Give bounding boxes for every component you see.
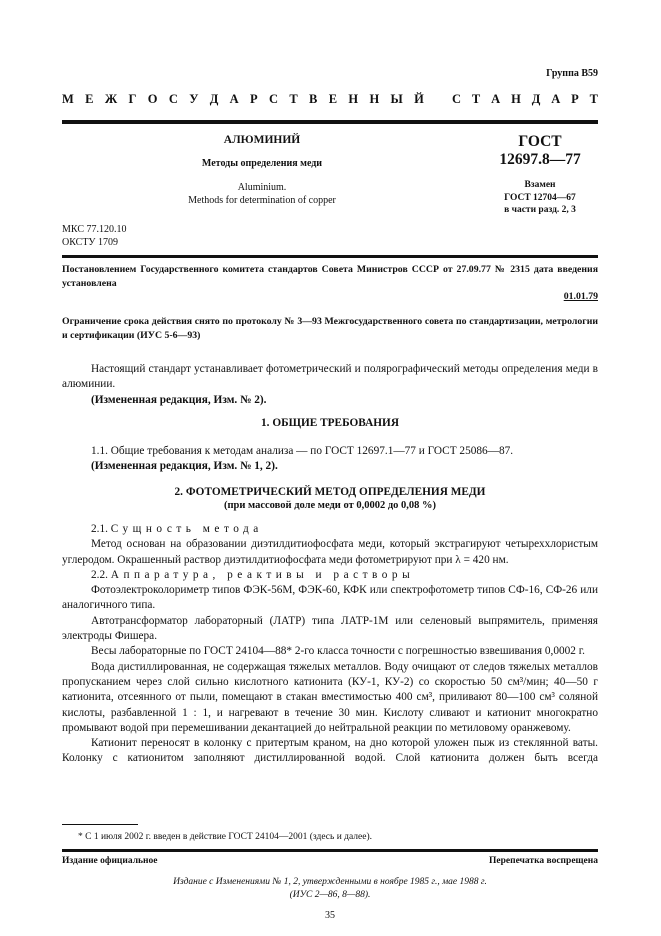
group-code: Группа В59: [546, 68, 598, 79]
s22-paragraph: Фотоэлектроколориметр типов ФЭК-56М, ФЭК-60, КФК или спектрофотометр типов СФ-16, СФ-26 или аналогичного типа.: [62, 584, 598, 612]
s22-paragraph: Весы лабораторные по ГОСТ 24104—88* 2-го класса точности с погрешностью взвешивания 0,0002 г.: [91, 645, 585, 658]
section2-heading: [62, 485, 598, 513]
s22-number: 2.2.: [91, 568, 108, 581]
intro-amendment: (Измененная редакция, Изм. № 2).: [91, 393, 267, 406]
footer-rule: [62, 849, 598, 852]
header-letter: Г: [128, 92, 137, 106]
section2-subtitle: (при массовой доле меди от 0,0002 до 0,08 %): [223, 500, 437, 511]
header-letter: А: [229, 92, 239, 106]
header-letter: Й: [414, 92, 424, 106]
title-rule: [62, 255, 598, 258]
gost-label: ГОСТ: [518, 133, 562, 150]
header-letter: В: [309, 92, 318, 106]
replaces-1: Взамен: [524, 180, 556, 190]
header-letter: Д: [209, 92, 219, 106]
header-letter: Ы: [390, 92, 403, 106]
edition-line-1: Издание с Изменениями № 1, 2, утвержденными в ноябре 1985 г., мае 1988 г.: [173, 877, 487, 887]
mks-code: МКС 77.120.10: [62, 224, 127, 235]
title-en-2: Methods for determination of copper: [188, 195, 336, 206]
header-letter: Н: [511, 92, 521, 106]
section1-text: 1.1. Общие требования к методам анализа — по ГОСТ 12697.1—77 и ГОСТ 25086—87.: [91, 445, 514, 457]
section2-body: [62, 522, 598, 767]
title-block: [62, 134, 462, 207]
limit-text: Ограничение срока действия снято по протоколу № 3—93 Межгосударственного совета по стандартизации, метрологии и сертификации (ИУС 5-6—93): [62, 316, 598, 341]
section1-amendment: (Измененная редакция, Изм. № 1, 2).: [91, 460, 278, 473]
s21-text: Метод основан на образовании диэтилдитиофосфата меди, который экстрагируют четыреххлористым углеродом. Окрашенный раствор диэтилдитиофосфата меди фотометрируют при λ = 420 нм.: [62, 538, 598, 566]
header-letter: Т: [471, 92, 481, 106]
header-letter: А: [491, 92, 501, 106]
title-main: АЛЮМИНИЙ: [223, 134, 301, 146]
header-letter: Т: [589, 92, 598, 106]
footnote-rule: [62, 824, 138, 825]
intro: [62, 362, 598, 408]
header-letter: О: [147, 92, 158, 106]
okstu-code: ОКСТУ 1709: [62, 236, 119, 248]
s21-title: Сущность метода: [110, 523, 263, 535]
header-letter: Н: [348, 92, 359, 106]
header-rule: [62, 120, 598, 124]
edition-line-2: (ИУС 2—86, 8—88).: [289, 890, 371, 900]
title-en-1: Aluminium.: [237, 182, 287, 193]
decree-text: Постановлением Государственного комитета стандартов Совета Министров СССР от 27.09.77 № 2315 дата введения установлена: [62, 264, 598, 289]
header-letter: С: [452, 92, 462, 106]
replaces-2: ГОСТ 12704—67: [504, 192, 576, 203]
section2-title: 2. ФОТОМЕТРИЧЕСКИЙ МЕТОД ОПРЕДЕЛЕНИЯ МЕДИ: [174, 486, 486, 498]
reprint-prohibited: Перепечатка воспрещена: [488, 856, 598, 866]
gost-block: [480, 133, 600, 217]
header-letter: Е: [328, 92, 338, 106]
header-letter: Р: [250, 92, 258, 106]
header-letter: Р: [571, 92, 579, 106]
edition-note: [62, 876, 598, 902]
title-sub: Методы определения меди: [201, 158, 323, 169]
official-edition: Издание официальное: [62, 856, 158, 866]
header-letter: Н: [369, 92, 380, 106]
header-letter: А: [551, 92, 561, 106]
s22-paragraph: Автотрансформатор лабораторный (ЛАТР) типа ЛАТР-1М или селеновый выпрямитель, применяя электроды Фишера.: [62, 614, 598, 643]
header-letter: С: [269, 92, 279, 106]
header-letter: У: [189, 92, 199, 106]
header-letter: М: [62, 92, 74, 106]
header-letter: Д: [531, 92, 541, 106]
s22-paragraph: Вода дистиллированная, не содержащая тяжелых металлов. Воду очищают от следов тяжелых металлов пропусканием через слой сильно кислотного катионита (КУ-1, КУ-2) со скоростью 50 см³/мин; 40—50 г катионита, отсеянного от пыли, помещают в стакан вместимостью 400 см³, приливают 80—100 см³ соляной кислоты, разбавленной 1 : 1, и нагревают в течение 30 мин. Кислоту сливают и катионит многократно промывают водой при перемешивании декантацией до нейтральной реакции по метиловому оранжевому.: [62, 660, 598, 734]
s22-title: Аппаратура, реактивы и растворы: [110, 568, 415, 581]
standard-header: [62, 92, 598, 108]
effective-date: 01.01.79: [563, 291, 598, 302]
s22-paragraph: Катионит переносят в колонку с притертым краном, на дно которой уложен пыж из стеклянной ваты. Колонку с катионитом заполняют дистиллированной водой. Слой катионита должен быть всегда: [62, 737, 598, 765]
header-letter: С: [168, 92, 178, 106]
section1: [62, 444, 598, 475]
header-word-standard: [452, 92, 598, 107]
page-number: 35: [325, 910, 335, 921]
footnote: * С 1 июля 2002 г. введен в действие ГОСТ 24104—2001 (здесь и далее).: [78, 832, 373, 842]
header-letter: Т: [289, 92, 298, 106]
gost-number: 12697.8—77: [499, 151, 581, 168]
s21-number: 2.1.: [91, 523, 108, 535]
header-letter: Е: [85, 92, 94, 106]
classification: [62, 224, 126, 249]
section1-title: 1. ОБЩИЕ ТРЕБОВАНИЯ: [261, 417, 399, 429]
intro-text: Настоящий стандарт устанавливает фотометрический и полярографический методы определения меди в алюминии.: [62, 363, 598, 391]
header-letter: Ж: [104, 92, 118, 106]
header-word-interstate: [62, 92, 424, 107]
replaces-3: в части разд. 2, 3: [504, 205, 576, 215]
